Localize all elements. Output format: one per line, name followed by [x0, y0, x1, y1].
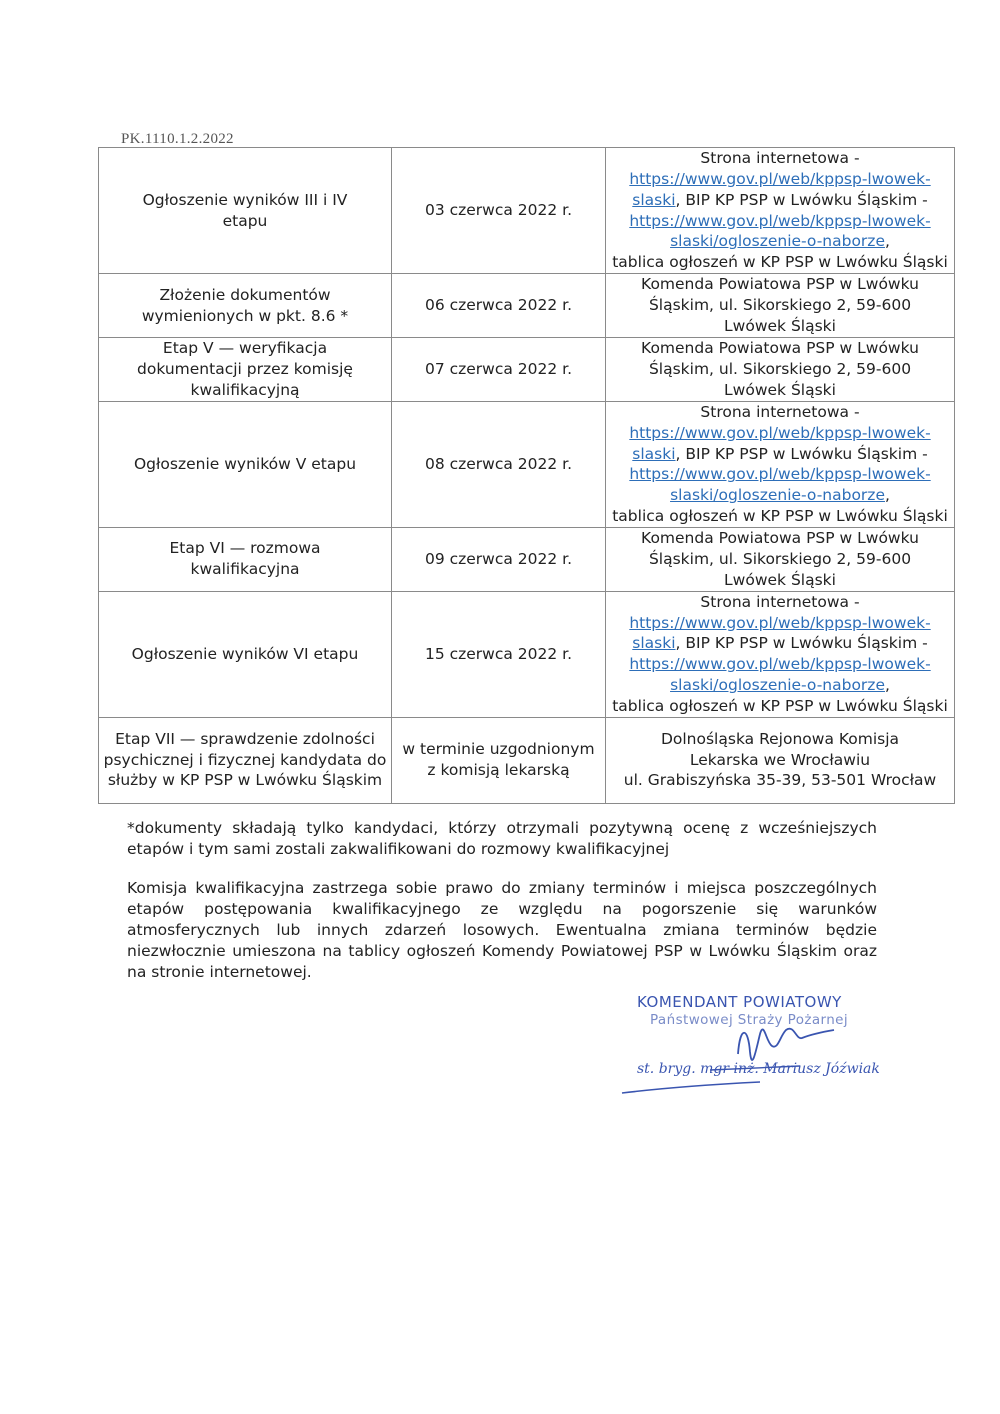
- notice-board-text: tablica ogłoszeń w KP PSP w Lwówku Śląski: [612, 253, 948, 272]
- stage-cell: Ogłoszenie wyników VI etapu: [99, 591, 392, 717]
- commander-stamp: [590, 990, 890, 1100]
- recruitment-notice-link[interactable]: https://www.gov.pl/web/kppsp-lwowek-slaski/ogloszenie-o-naborze: [629, 211, 931, 251]
- table-row: [99, 338, 955, 402]
- stamp-signatory: st. bryg. mgr inż. Mariusz Jóźwiak: [637, 1061, 880, 1077]
- notice-board-text: tablica ogłoszeń w KP PSP w Lwówku Śląski: [612, 696, 948, 715]
- table-row: [99, 274, 955, 338]
- date-cell: 03 czerwca 2022 r.: [392, 148, 606, 274]
- stage-cell: Etap VII — sprawdzenie zdolności psychicznej i fizycznej kandydata do służby w KP PSP w Lwówku Śląskim: [99, 717, 392, 803]
- stage-cell: Złożenie dokumentów wymienionych w pkt. 8.6 *: [99, 274, 392, 338]
- website-link[interactable]: https://www.gov.pl/web/kppsp-lwowek-slaski: [629, 169, 931, 209]
- footnote-text: *dokumenty składają tylko kandydaci, którzy otrzymali pozytywną ocenę z wcześniejszych etapów i tym sami zostali zakwalifikowani do rozmowy kwalifikacyjnej: [127, 819, 877, 858]
- date-cell: 07 czerwca 2022 r.: [392, 338, 606, 402]
- date-cell: 09 czerwca 2022 r.: [392, 527, 606, 591]
- medical-commission-address: ul. Grabiszyńska 35-39, 53-501 Wrocław: [623, 771, 937, 790]
- recruitment-schedule-table: [98, 147, 955, 804]
- stage-cell: Ogłoszenie wyników III i IV etapu: [99, 148, 392, 274]
- table-row: [99, 402, 955, 528]
- table-row: [99, 527, 955, 591]
- location-intro: Strona internetowa -: [700, 149, 860, 168]
- stage-cell: Etap V — weryfikacja dokumentacji przez komisję kwalifikacyjną: [99, 338, 392, 402]
- date-cell: 06 czerwca 2022 r.: [392, 274, 606, 338]
- table-row: [99, 591, 955, 717]
- medical-commission-name: Dolnośląska Rejonowa Komisja Lekarska we Wrocławiu: [660, 729, 900, 769]
- recruitment-notice-link[interactable]: https://www.gov.pl/web/kppsp-lwowek-slaski/ogloszenie-o-naborze: [629, 655, 931, 694]
- stage-cell: Ogłoszenie wyników V etapu: [99, 402, 392, 528]
- document-reference-number: PK.1110.1.2.2022: [121, 131, 234, 147]
- location-cell: Komenda Powiatowa PSP w Lwówku Śląskim, ul. Sikorskiego 2, 59-600 Lwówek Śląski: [606, 338, 955, 402]
- location-intro: Strona internetowa -: [700, 403, 860, 421]
- location-mid: , BIP KP PSP w Lwówku Śląskim -: [675, 444, 928, 463]
- location-mid: , BIP KP PSP w Lwówku Śląskim -: [675, 190, 928, 209]
- website-link[interactable]: https://www.gov.pl/web/kppsp-lwowek-slaski: [629, 613, 931, 653]
- location-tail: ,: [884, 232, 890, 251]
- date-cell: w terminie uzgodnionym z komisją lekarską: [392, 717, 606, 803]
- stamp-title: KOMENDANT POWIATOWY: [637, 993, 842, 1011]
- website-link[interactable]: https://www.gov.pl/web/kppsp-lwowek-slaski: [629, 423, 931, 463]
- location-mid: , BIP KP PSP w Lwówku Śląskim -: [675, 634, 928, 653]
- location-intro: Strona internetowa -: [700, 592, 860, 611]
- location-cell: Komenda Powiatowa PSP w Lwówku Śląskim, ul. Sikorskiego 2, 59-600 Lwówek Śląski: [606, 274, 955, 338]
- location-cell: [606, 148, 955, 274]
- location-cell: Komenda Powiatowa PSP w Lwówku Śląskim, ul. Sikorskiego 2, 59-600 Lwówek Śląski: [606, 527, 955, 591]
- stamp-subtitle: Państwowej Straży Pożarnej: [650, 1012, 849, 1028]
- location-tail: ,: [884, 675, 890, 694]
- notice-board-text: tablica ogłoszeń w KP PSP w Lwówku Śląski: [612, 506, 948, 525]
- location-tail: ,: [884, 486, 890, 505]
- recruitment-notice-link[interactable]: https://www.gov.pl/web/kppsp-lwowek-slaski/ogloszenie-o-naborze: [629, 465, 931, 505]
- date-cell: 15 czerwca 2022 r.: [392, 591, 606, 717]
- location-cell: [606, 591, 955, 717]
- reservation-notice: Komisja kwalifikacyjna zastrzega sobie prawo do zmiany terminów i miejsca poszczególnych etapów postępowania kwalifikacyjnego ze względu na pogorszenie się warunków atmosferycznych lub innych zdarzeń losowych. Ewentualna zmiana terminów będzie niezwłocznie umieszona na tablicy ogłoszeń Komendy Powiatowej PSP w Lwówku Śląskim oraz na stronie internetowej.: [127, 879, 877, 981]
- table-row: [99, 717, 955, 803]
- date-cell: 08 czerwca 2022 r.: [392, 402, 606, 528]
- location-cell: [606, 717, 955, 803]
- table-row: [99, 148, 955, 274]
- stage-cell: Etap VI — rozmowa kwalifikacyjna: [99, 527, 392, 591]
- location-cell: [606, 402, 955, 528]
